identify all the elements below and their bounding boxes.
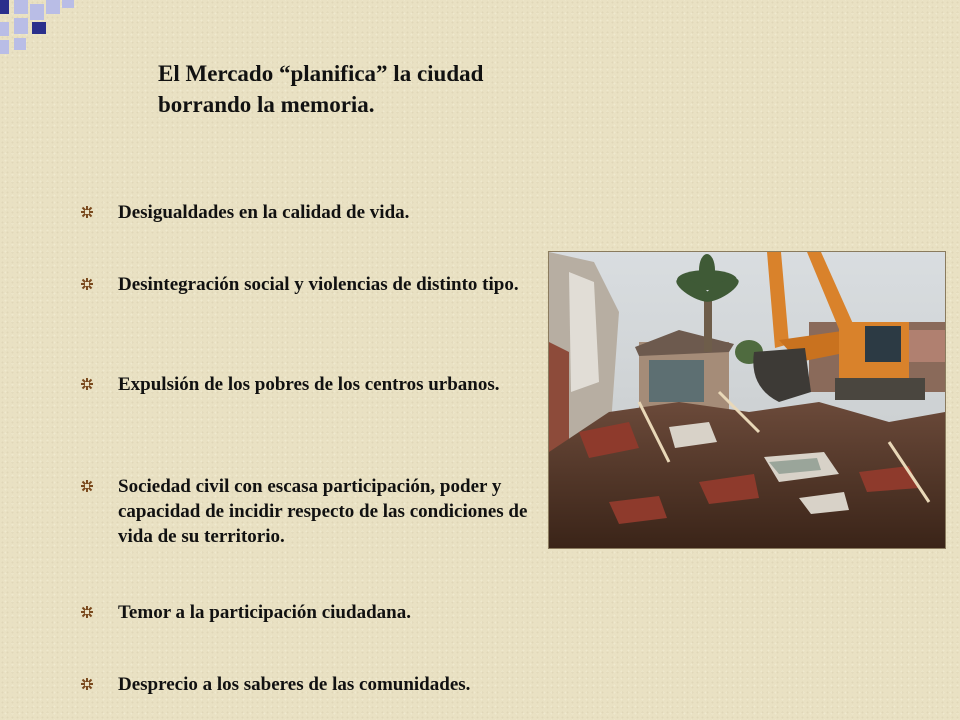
slide-title [158,58,578,120]
bullet-text: Desigualdades en la calidad de vida. [118,202,410,223]
asterisk-bullet-icon [80,605,94,619]
bullet-text: Expulsión de los pobres de los centros urbanos. [118,374,500,395]
asterisk-bullet-icon [80,479,94,493]
title-line-1: El Mercado “planifica” la ciudad [158,61,484,86]
bullet-text: Desprecio a los saberes de las comunidades. [118,674,471,695]
corner-squares-icon [0,0,80,60]
demolition-photo [548,251,946,549]
demolition-scene-image [549,252,945,548]
bullet-text: Sociedad civil con escasa participación, poder y capacidad de incidir respecto de las condiciones de vida de su territorio. [118,476,528,547]
bullet-text: Temor a la participación ciudadana. [118,602,411,623]
asterisk-bullet-icon [80,277,94,291]
title-line-2: borrando la memoria. [158,92,375,117]
bullet-text: Desintegración social y violencias de distinto tipo. [118,274,519,295]
asterisk-bullet-icon [80,205,94,219]
asterisk-bullet-icon [80,677,94,691]
asterisk-bullet-icon [80,377,94,391]
